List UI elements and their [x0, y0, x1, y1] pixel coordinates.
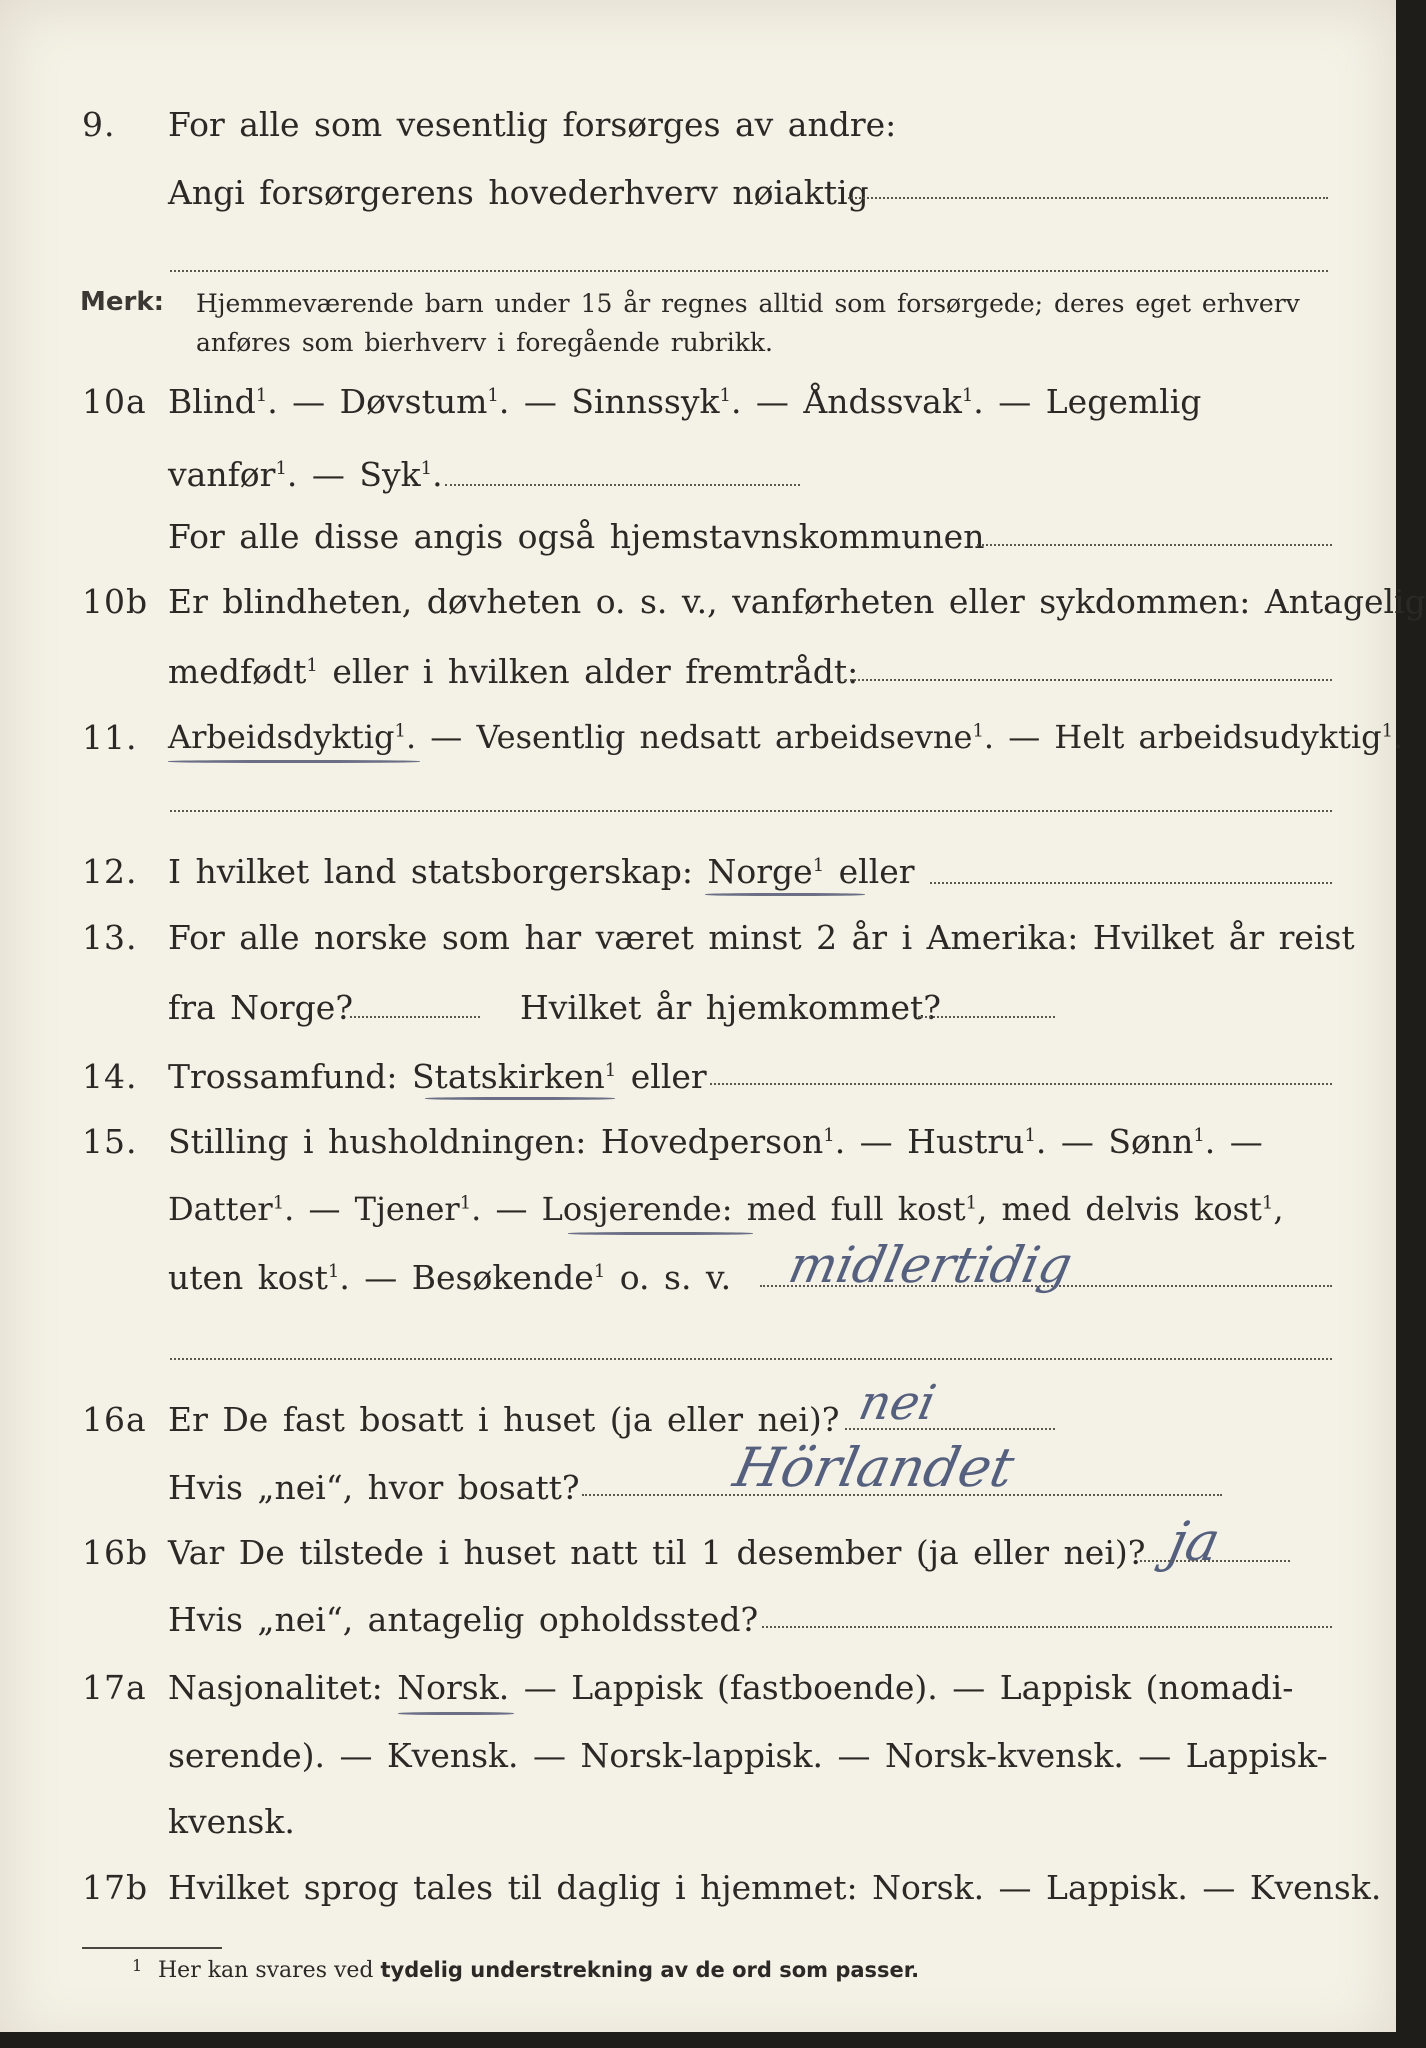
q10a-row3 [0, 517, 1396, 567]
q10b-answer-line[interactable] [845, 679, 1332, 681]
q17a-text-line3: kvensk. [168, 1802, 295, 1841]
q17a-row3 [0, 1802, 1396, 1852]
q9-text-line2: Angi forsørgerens hovederhverv nøiaktig [168, 173, 869, 212]
q17a-number: 17a [82, 1668, 147, 1707]
q15-answer-line2[interactable] [170, 1358, 1332, 1360]
scan-background-edge [0, 2032, 1396, 2048]
q13-number: 13. [82, 918, 138, 957]
q10b-row [0, 582, 1426, 632]
q17a-handwritten-underline [398, 1712, 514, 1715]
q17a-row2 [0, 1736, 1396, 1786]
q15-text-line2: Datter$^1$. — Tjener$^1$. — Losjerende: med full kost$^1$, med delvis kost$^1$, [168, 1190, 1284, 1228]
q15-number: 15. [82, 1122, 138, 1161]
q15-handwritten-answer: midlertidig [783, 1236, 1078, 1294]
q10b-number: 10b [82, 582, 149, 621]
q16a-text-line1: Er De fast bosatt i huset (ja eller nei)? [168, 1400, 840, 1439]
merk-text-line1: Hjemmeværende barn under 15 år regnes alltid som forsørgede; deres eget erhverv [196, 289, 1300, 318]
merk-row2 [0, 326, 1396, 376]
q10a-text-line1: Blind$^1$. — Døvstum$^1$. — Sinnssyk$^1$. — Åndssvak$^1$. — Legemlig [168, 382, 1202, 421]
q14-row [0, 1057, 1396, 1107]
q17a-text-line2: serende). — Kvensk. — Norsk-lappisk. — Norsk-kvensk. — Lappisk- [168, 1736, 1328, 1775]
q16a-handwritten-answer2: Hörlandet [728, 1436, 1020, 1499]
footnote-divider [82, 1947, 222, 1949]
q16b-answer-line2[interactable] [762, 1626, 1332, 1628]
q13-text-line2a: fra Norge? [168, 988, 354, 1027]
q12-row [0, 852, 1396, 902]
q11-number: 11. [82, 718, 138, 757]
q17a-text-line1: Nasjonalitet: Norsk. — Lappisk (fastboende). — Lappisk (nomadi- [168, 1668, 1294, 1707]
q16b-row2 [0, 1600, 1396, 1650]
q10b-row2 [0, 652, 1396, 702]
q14-number: 14. [82, 1057, 138, 1096]
q17b-row [0, 1868, 1396, 1918]
q17b-number: 17b [82, 1868, 149, 1907]
q16b-handwritten-answer1: ja [1163, 1510, 1226, 1573]
q15-row3 [0, 1258, 1396, 1308]
q13-row2 [0, 988, 1396, 1038]
q15-handwritten-underline [568, 1232, 753, 1235]
q9-number: 9. [82, 105, 116, 144]
q12-text: I hvilket land statsborgerskap: Norge$^1$ eller [168, 852, 915, 891]
q13-row [0, 918, 1396, 968]
q12-answer-line[interactable] [930, 882, 1332, 884]
q13-reist-answer-line[interactable] [350, 1016, 480, 1018]
footnote-text: Her kan svares ved tydelig understrekning av de ord som passer. [158, 1958, 920, 1983]
q10a-syk-answer-line[interactable] [445, 484, 800, 486]
footnote-mark: 1 [132, 1956, 143, 1975]
q10b-text-line2: medfødt$^1$ eller i hvilken alder fremtrådt: [168, 652, 859, 691]
q10b-text-line1: Er blindheten, døvheten o. s. v., vanførheten eller sykdommen: Antagelig [168, 582, 1426, 621]
q15-text-line3: uten kost$^1$. — Besøkende$^1$ o. s. v. [168, 1258, 732, 1297]
merk-text-line2: anføres som bierhverv i foregående rubrikk. [196, 328, 773, 357]
q17a-row [0, 1668, 1396, 1718]
q13-text-line2b: Hvilket år hjemkommet? [520, 988, 941, 1027]
q16a-text-line2: Hvis „nei“, hvor bosatt? [168, 1468, 580, 1507]
q16a-answer-line2[interactable] [582, 1494, 1222, 1496]
q16a-number: 16a [82, 1400, 147, 1439]
q9-row [0, 105, 1396, 155]
q14-handwritten-underline [425, 1097, 615, 1100]
q15-row [0, 1122, 1396, 1172]
q9-text-line1: For alle som vesentlig forsørges av andre: [168, 105, 897, 144]
q14-answer-line[interactable] [710, 1083, 1332, 1085]
q16b-answer-line1[interactable] [1140, 1560, 1290, 1562]
q10a-text-line3: For alle disse angis også hjemstavnskommunen [168, 517, 985, 556]
q16b-text-line2: Hvis „nei“, antagelig opholdssted? [168, 1600, 759, 1639]
q10a-row [0, 382, 1396, 432]
q11-text: Arbeidsdyktig$^1$. — Vesentlig nedsatt arbeidsevne$^1$. — Helt arbeidsudyktig$^1$. [168, 718, 1404, 756]
q16b-text-line1: Var De tilstede i huset natt til 1 desember (ja eller nei)? [168, 1533, 1146, 1572]
q11-handwritten-underline [168, 760, 420, 763]
q15-text-line1: Stilling i husholdningen: Hovedperson$^1$. — Hustru$^1$. — Sønn$^1$. — [168, 1122, 1263, 1161]
q13-hjemkommet-answer-line[interactable] [918, 1016, 1055, 1018]
merk-label: Merk: [80, 287, 165, 317]
q17b-text-line1: Hvilket sprog tales til daglig i hjemmet: Norsk. — Lappisk. — Kvensk. [168, 1868, 1382, 1907]
q13-text-line1: For alle norske som har været minst 2 år i Amerika: Hvilket år reist [168, 918, 1355, 957]
q10a-text-line2: vanfør$^1$. — Syk$^1$. [168, 455, 443, 494]
q14-text: Trossamfund: Statskirken$^1$ eller [168, 1057, 707, 1096]
q16a-handwritten-answer1: nei [854, 1375, 941, 1431]
q12-handwritten-underline [705, 893, 865, 896]
q16a-row [0, 1400, 1396, 1450]
q12-number: 12. [82, 852, 138, 891]
q16b-number: 16b [82, 1533, 149, 1572]
q10a-row2 [0, 455, 1396, 505]
q9-answer-line[interactable] [848, 197, 1328, 199]
q10a-number: 10a [82, 382, 147, 421]
q10a-kommune-answer-line[interactable] [977, 544, 1332, 546]
q16a-answer-line1[interactable] [845, 1428, 1055, 1430]
q11-answer-line[interactable] [170, 810, 1332, 812]
q9-answer-line2[interactable] [170, 270, 1328, 272]
